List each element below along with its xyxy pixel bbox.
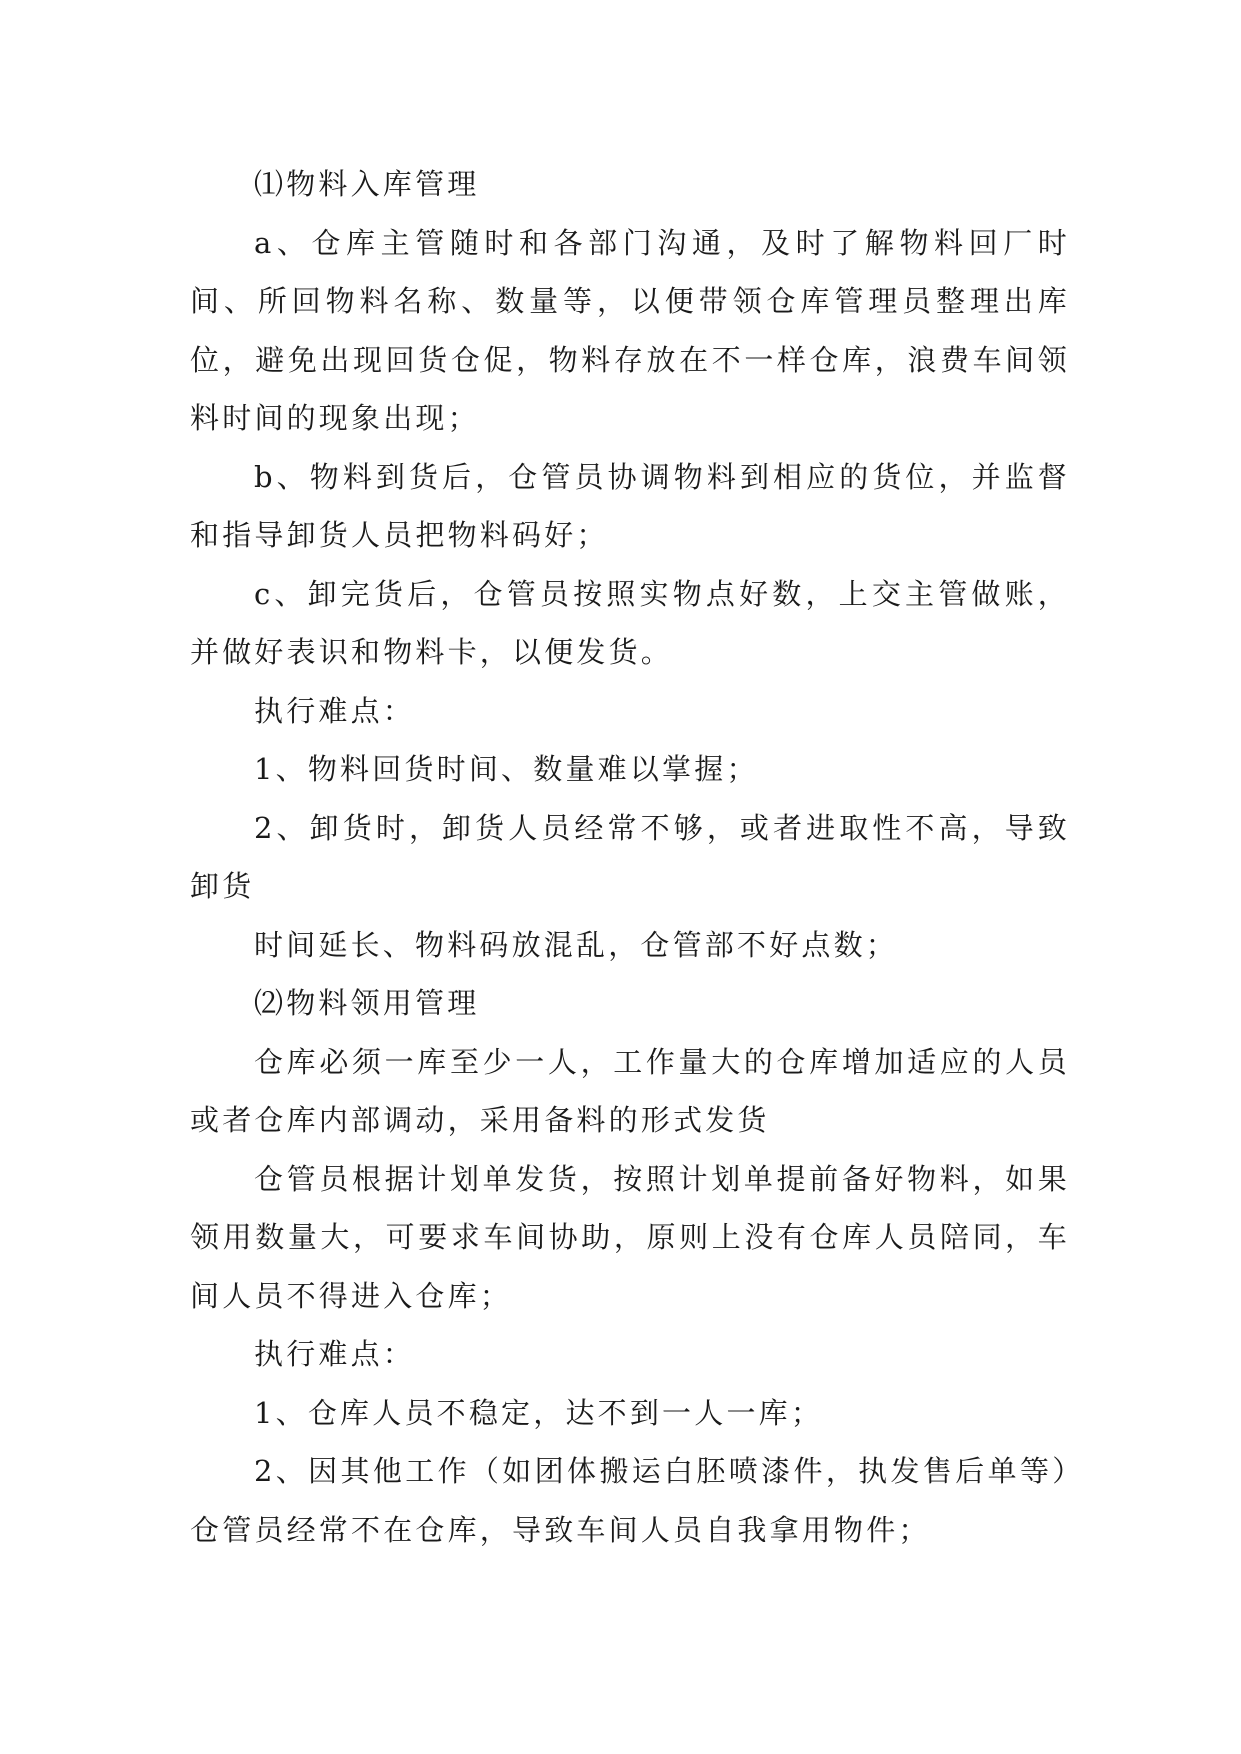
- document-body: [190, 155, 1070, 1559]
- difficulty-2-item-1: 1、仓库人员不稳定，达不到一人一库；: [254, 1395, 824, 1430]
- section-heading-material-inbound: ⑴物料入库管理: [254, 167, 480, 201]
- paragraph-item-b: b、物料到货后，仓管员协调物料到相应的货位，并监督和指导卸货人员把物料码好；: [190, 459, 1070, 552]
- difficulty-heading-1: 执行难点：: [254, 693, 416, 728]
- difficulty-1-item-2: 2、卸货时，卸货人员经常不够，或者进取性不高，导致卸货: [190, 810, 1070, 903]
- difficulty-heading-2: 执行难点：: [254, 1337, 416, 1371]
- difficulty-1-item-1: 1、物料回货时间、数量难以掌握；: [254, 752, 759, 786]
- section-heading-material-requisition: ⑵物料领用管理: [254, 986, 480, 1020]
- paragraph-item-c: c、卸完货后，仓管员按照实物点好数，上交主管做账，并做好表识和物料卡，以便发货。: [190, 576, 1070, 669]
- paragraph-staffing: 仓库必须一库至少一人，工作量大的仓库增加适应的人员或者仓库内部调动，采用备料的形式发货: [190, 1044, 1070, 1137]
- paragraph-item-a: a、仓库主管随时和各部门沟通，及时了解物料回厂时间、所回物料名称、数量等，以便带领仓库管理员整理出库位，避免出现回货仓促，物料存放在不一样仓库，浪费车间领料时间的现象出现；: [190, 225, 1070, 435]
- difficulty-2-item-2: 2、因其他工作（如团体搬运白胚喷漆件，执发售后单等）仓管员经常不在仓库，导致车间人员自我拿用物件；: [190, 1454, 1070, 1547]
- difficulty-1-item-2-continued: 时间延长、物料码放混乱，仓管部不好点数；: [254, 927, 899, 962]
- paragraph-plan-issue: 仓管员根据计划单发货，按照计划单提前备好物料，如果领用数量大，可要求车间协助，原则上没有仓库人员陪同，车间人员不得进入仓库；: [190, 1161, 1070, 1313]
